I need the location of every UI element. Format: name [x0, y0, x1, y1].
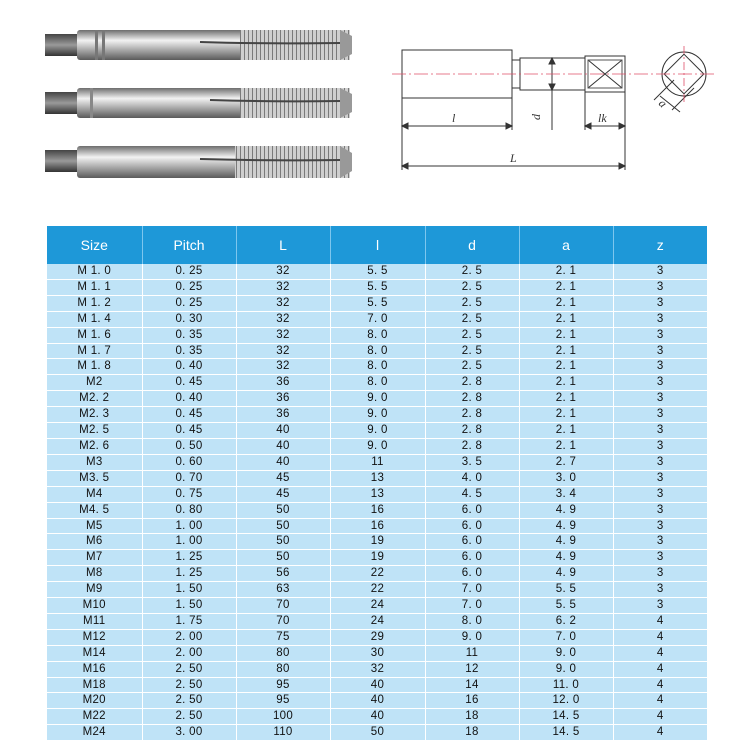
- table-cell: 19: [330, 534, 425, 550]
- table-cell: M4. 5: [47, 502, 142, 518]
- table-cell: 40: [236, 438, 330, 454]
- table-row: [47, 613, 707, 629]
- table-row: [47, 598, 707, 614]
- table-cell: M 1. 0: [47, 264, 142, 279]
- table-cell: 24: [330, 598, 425, 614]
- table-cell: 18: [425, 709, 519, 725]
- table-cell: 16: [330, 502, 425, 518]
- table-cell: 2. 50: [142, 693, 236, 709]
- spec-table: [47, 226, 707, 741]
- table-cell: 24: [330, 613, 425, 629]
- table-cell: 2. 8: [425, 407, 519, 423]
- table-cell: 2. 00: [142, 645, 236, 661]
- table-cell: 14. 5: [519, 709, 613, 725]
- table-cell: 4: [613, 629, 707, 645]
- table-cell: 50: [236, 518, 330, 534]
- table-cell: 6. 0: [425, 550, 519, 566]
- label-d: d: [529, 114, 543, 120]
- table-cell: 4. 9: [519, 534, 613, 550]
- table-cell: 0. 40: [142, 391, 236, 407]
- column-header: z: [613, 226, 707, 264]
- table-cell: M4: [47, 486, 142, 502]
- table-cell: 110: [236, 725, 330, 741]
- table-cell: 3: [613, 470, 707, 486]
- table-row: [47, 486, 707, 502]
- table-cell: 8. 0: [425, 613, 519, 629]
- table-row: [47, 661, 707, 677]
- table-cell: 12. 0: [519, 693, 613, 709]
- table-cell: M18: [47, 677, 142, 693]
- hand-taps-photo: [40, 22, 360, 197]
- table-row: [47, 693, 707, 709]
- table-cell: 9. 0: [330, 391, 425, 407]
- table-cell: 2. 1: [519, 359, 613, 375]
- table-cell: 32: [330, 661, 425, 677]
- table-cell: 3: [613, 582, 707, 598]
- table-cell: 0. 80: [142, 502, 236, 518]
- table-cell: 3: [613, 359, 707, 375]
- table-cell: 19: [330, 550, 425, 566]
- table-cell: 4: [613, 661, 707, 677]
- table-cell: 2. 50: [142, 661, 236, 677]
- column-header: d: [425, 226, 519, 264]
- table-cell: 7. 0: [330, 311, 425, 327]
- table-cell: 22: [330, 582, 425, 598]
- table-cell: 4. 9: [519, 550, 613, 566]
- table-cell: 1. 00: [142, 534, 236, 550]
- table-cell: 40: [330, 709, 425, 725]
- table-cell: 3: [613, 566, 707, 582]
- table-cell: 32: [236, 327, 330, 343]
- table-cell: 9. 0: [425, 629, 519, 645]
- table-cell: 70: [236, 598, 330, 614]
- table-cell: 14. 5: [519, 725, 613, 741]
- table-cell: 4. 9: [519, 518, 613, 534]
- table-cell: 0. 30: [142, 311, 236, 327]
- table-cell: 2. 50: [142, 709, 236, 725]
- table-cell: 2. 8: [425, 438, 519, 454]
- table-cell: 80: [236, 645, 330, 661]
- table-cell: M5: [47, 518, 142, 534]
- table-cell: 6. 0: [425, 518, 519, 534]
- table-cell: 2. 1: [519, 264, 613, 279]
- table-cell: 2. 1: [519, 311, 613, 327]
- table-cell: 5. 5: [519, 582, 613, 598]
- table-cell: M2. 5: [47, 423, 142, 439]
- table-cell: 3: [613, 550, 707, 566]
- table-cell: M 1. 1: [47, 279, 142, 295]
- table-cell: 2. 1: [519, 279, 613, 295]
- table-cell: 11: [330, 454, 425, 470]
- table-cell: 3. 00: [142, 725, 236, 741]
- table-cell: 50: [330, 725, 425, 741]
- table-cell: 7. 0: [425, 582, 519, 598]
- table-row: [47, 423, 707, 439]
- label-a: a: [655, 96, 671, 111]
- table-cell: 12: [425, 661, 519, 677]
- tap-1: [45, 30, 352, 60]
- table-cell: 8. 0: [330, 343, 425, 359]
- table-cell: 4: [613, 613, 707, 629]
- table-cell: 40: [236, 454, 330, 470]
- table-row: [47, 407, 707, 423]
- table-cell: 5. 5: [330, 264, 425, 279]
- table-cell: 2. 1: [519, 295, 613, 311]
- table-cell: 2. 8: [425, 391, 519, 407]
- table-cell: 22: [330, 566, 425, 582]
- table-cell: 45: [236, 470, 330, 486]
- table-cell: 4. 9: [519, 566, 613, 582]
- table-cell: 3. 0: [519, 470, 613, 486]
- table-cell: 4: [613, 693, 707, 709]
- table-cell: M2. 3: [47, 407, 142, 423]
- table-cell: M12: [47, 629, 142, 645]
- table-cell: 32: [236, 295, 330, 311]
- table-cell: 50: [236, 502, 330, 518]
- table-cell: 7. 0: [425, 598, 519, 614]
- product-images: [0, 0, 748, 225]
- table-cell: 2. 00: [142, 629, 236, 645]
- table-cell: 2. 8: [425, 423, 519, 439]
- table-body: [47, 264, 707, 741]
- table-cell: 100: [236, 709, 330, 725]
- table-cell: M11: [47, 613, 142, 629]
- table-cell: M14: [47, 645, 142, 661]
- table-cell: 3: [613, 375, 707, 391]
- table-cell: 2. 5: [425, 295, 519, 311]
- table-cell: M2: [47, 375, 142, 391]
- table-cell: 16: [330, 518, 425, 534]
- table-cell: 2. 1: [519, 327, 613, 343]
- tap-size-table: [47, 226, 707, 741]
- table-cell: 5. 5: [519, 598, 613, 614]
- table-cell: 9. 0: [519, 645, 613, 661]
- table-cell: 36: [236, 375, 330, 391]
- table-cell: 2. 5: [425, 343, 519, 359]
- table-cell: 1. 50: [142, 598, 236, 614]
- table-cell: 5. 5: [330, 279, 425, 295]
- table-cell: 95: [236, 693, 330, 709]
- table-cell: M8: [47, 566, 142, 582]
- table-cell: 0. 75: [142, 486, 236, 502]
- table-cell: 32: [236, 264, 330, 279]
- table-cell: 50: [236, 534, 330, 550]
- table-cell: 32: [236, 343, 330, 359]
- table-cell: M7: [47, 550, 142, 566]
- table-cell: 3. 4: [519, 486, 613, 502]
- table-cell: 0. 60: [142, 454, 236, 470]
- table-row: [47, 677, 707, 693]
- table-cell: 80: [236, 661, 330, 677]
- table-cell: 4. 9: [519, 502, 613, 518]
- table-cell: 3: [613, 534, 707, 550]
- table-cell: 11. 0: [519, 677, 613, 693]
- table-cell: 1. 25: [142, 566, 236, 582]
- table-cell: 3: [613, 407, 707, 423]
- table-cell: 2. 5: [425, 327, 519, 343]
- table-row: [47, 454, 707, 470]
- table-cell: 3: [613, 343, 707, 359]
- table-cell: 0. 25: [142, 279, 236, 295]
- table-row: [47, 391, 707, 407]
- table-cell: 3: [613, 598, 707, 614]
- table-cell: 2. 7: [519, 454, 613, 470]
- table-cell: 1. 00: [142, 518, 236, 534]
- table-cell: 6. 0: [425, 566, 519, 582]
- table-header-row: [47, 226, 707, 264]
- table-cell: M3. 5: [47, 470, 142, 486]
- table-cell: M 1. 7: [47, 343, 142, 359]
- table-cell: 9. 0: [330, 423, 425, 439]
- tap-2: [45, 88, 352, 118]
- table-cell: M22: [47, 709, 142, 725]
- table-cell: 3: [613, 423, 707, 439]
- table-cell: 2. 1: [519, 343, 613, 359]
- table-cell: 9. 0: [330, 438, 425, 454]
- table-cell: 4. 5: [425, 486, 519, 502]
- table-cell: M24: [47, 725, 142, 741]
- table-cell: 9. 0: [519, 661, 613, 677]
- table-cell: 0. 25: [142, 295, 236, 311]
- table-cell: 2. 8: [425, 375, 519, 391]
- table-row: [47, 709, 707, 725]
- table-row: [47, 550, 707, 566]
- table-cell: 3: [613, 518, 707, 534]
- column-header: a: [519, 226, 613, 264]
- table-cell: 9. 0: [330, 407, 425, 423]
- dimension-drawing: [392, 40, 722, 180]
- column-header: Pitch: [142, 226, 236, 264]
- table-cell: M 1. 8: [47, 359, 142, 375]
- table-cell: M 1. 4: [47, 311, 142, 327]
- table-cell: 36: [236, 407, 330, 423]
- table-cell: 2. 1: [519, 375, 613, 391]
- table-cell: 2. 5: [425, 311, 519, 327]
- table-cell: 0. 45: [142, 375, 236, 391]
- table-cell: 2. 1: [519, 391, 613, 407]
- tap-3: [45, 146, 352, 178]
- table-cell: 40: [236, 423, 330, 439]
- label-l: l: [452, 111, 456, 125]
- table-cell: M3: [47, 454, 142, 470]
- table-cell: 32: [236, 311, 330, 327]
- table-cell: 1. 75: [142, 613, 236, 629]
- table-row: [47, 343, 707, 359]
- table-row: [47, 311, 707, 327]
- table-cell: 32: [236, 279, 330, 295]
- table-cell: 16: [425, 693, 519, 709]
- table-row: [47, 502, 707, 518]
- table-cell: 0. 45: [142, 423, 236, 439]
- table-cell: 0. 45: [142, 407, 236, 423]
- table-cell: M9: [47, 582, 142, 598]
- table-cell: 2. 1: [519, 407, 613, 423]
- table-cell: 4: [613, 709, 707, 725]
- table-cell: 3: [613, 311, 707, 327]
- table-cell: 2. 5: [425, 264, 519, 279]
- table-cell: 70: [236, 613, 330, 629]
- table-cell: 7. 0: [519, 629, 613, 645]
- table-row: [47, 279, 707, 295]
- table-cell: M20: [47, 693, 142, 709]
- column-header: l: [330, 226, 425, 264]
- table-row: [47, 725, 707, 741]
- table-cell: 3: [613, 264, 707, 279]
- column-header: Size: [47, 226, 142, 264]
- table-row: [47, 470, 707, 486]
- table-cell: 3: [613, 391, 707, 407]
- table-row: [47, 534, 707, 550]
- table-row: [47, 264, 707, 279]
- table-cell: 40: [330, 693, 425, 709]
- table-cell: 4: [613, 677, 707, 693]
- table-cell: 63: [236, 582, 330, 598]
- table-cell: 4: [613, 645, 707, 661]
- table-cell: 4: [613, 725, 707, 741]
- table-cell: 14: [425, 677, 519, 693]
- label-lk: lk: [598, 111, 607, 125]
- table-cell: 50: [236, 550, 330, 566]
- table-cell: 5. 5: [330, 295, 425, 311]
- table-cell: 1. 25: [142, 550, 236, 566]
- table-cell: 3: [613, 438, 707, 454]
- table-row: [47, 375, 707, 391]
- table-row: [47, 438, 707, 454]
- table-cell: 0. 50: [142, 438, 236, 454]
- table-cell: 75: [236, 629, 330, 645]
- table-row: [47, 629, 707, 645]
- table-cell: 8. 0: [330, 375, 425, 391]
- table-cell: 8. 0: [330, 359, 425, 375]
- table-cell: M6: [47, 534, 142, 550]
- table-cell: 0. 35: [142, 343, 236, 359]
- table-cell: 3: [613, 454, 707, 470]
- table-cell: 0. 35: [142, 327, 236, 343]
- column-header: L: [236, 226, 330, 264]
- table-cell: 1. 50: [142, 582, 236, 598]
- table-cell: 32: [236, 359, 330, 375]
- table-cell: M 1. 6: [47, 327, 142, 343]
- table-row: [47, 359, 707, 375]
- table-row: [47, 566, 707, 582]
- table-cell: 30: [330, 645, 425, 661]
- table-row: [47, 327, 707, 343]
- table-cell: 3: [613, 279, 707, 295]
- table-cell: 3: [613, 502, 707, 518]
- table-row: [47, 518, 707, 534]
- table-cell: 13: [330, 470, 425, 486]
- table-row: [47, 645, 707, 661]
- table-cell: 3: [613, 295, 707, 311]
- table-cell: 0. 25: [142, 264, 236, 279]
- table-cell: M16: [47, 661, 142, 677]
- table-cell: 45: [236, 486, 330, 502]
- table-cell: 6. 2: [519, 613, 613, 629]
- table-cell: 3: [613, 486, 707, 502]
- table-cell: 3. 5: [425, 454, 519, 470]
- table-cell: 4. 0: [425, 470, 519, 486]
- label-L: L: [510, 151, 517, 165]
- table-cell: 29: [330, 629, 425, 645]
- table-cell: 2. 5: [425, 359, 519, 375]
- table-cell: 0. 70: [142, 470, 236, 486]
- table-cell: 56: [236, 566, 330, 582]
- table-cell: M2. 2: [47, 391, 142, 407]
- table-cell: M 1. 2: [47, 295, 142, 311]
- table-cell: 6. 0: [425, 502, 519, 518]
- table-row: [47, 295, 707, 311]
- table-cell: 2. 1: [519, 423, 613, 439]
- table-cell: M10: [47, 598, 142, 614]
- table-cell: 11: [425, 645, 519, 661]
- table-cell: 18: [425, 725, 519, 741]
- table-cell: M2. 6: [47, 438, 142, 454]
- table-cell: 3: [613, 327, 707, 343]
- table-cell: 6. 0: [425, 534, 519, 550]
- table-cell: 95: [236, 677, 330, 693]
- table-cell: 2. 50: [142, 677, 236, 693]
- table-cell: 13: [330, 486, 425, 502]
- table-row: [47, 582, 707, 598]
- table-cell: 40: [330, 677, 425, 693]
- table-cell: 0. 40: [142, 359, 236, 375]
- table-cell: 2. 1: [519, 438, 613, 454]
- table-cell: 2. 5: [425, 279, 519, 295]
- table-cell: 36: [236, 391, 330, 407]
- table-cell: 8. 0: [330, 327, 425, 343]
